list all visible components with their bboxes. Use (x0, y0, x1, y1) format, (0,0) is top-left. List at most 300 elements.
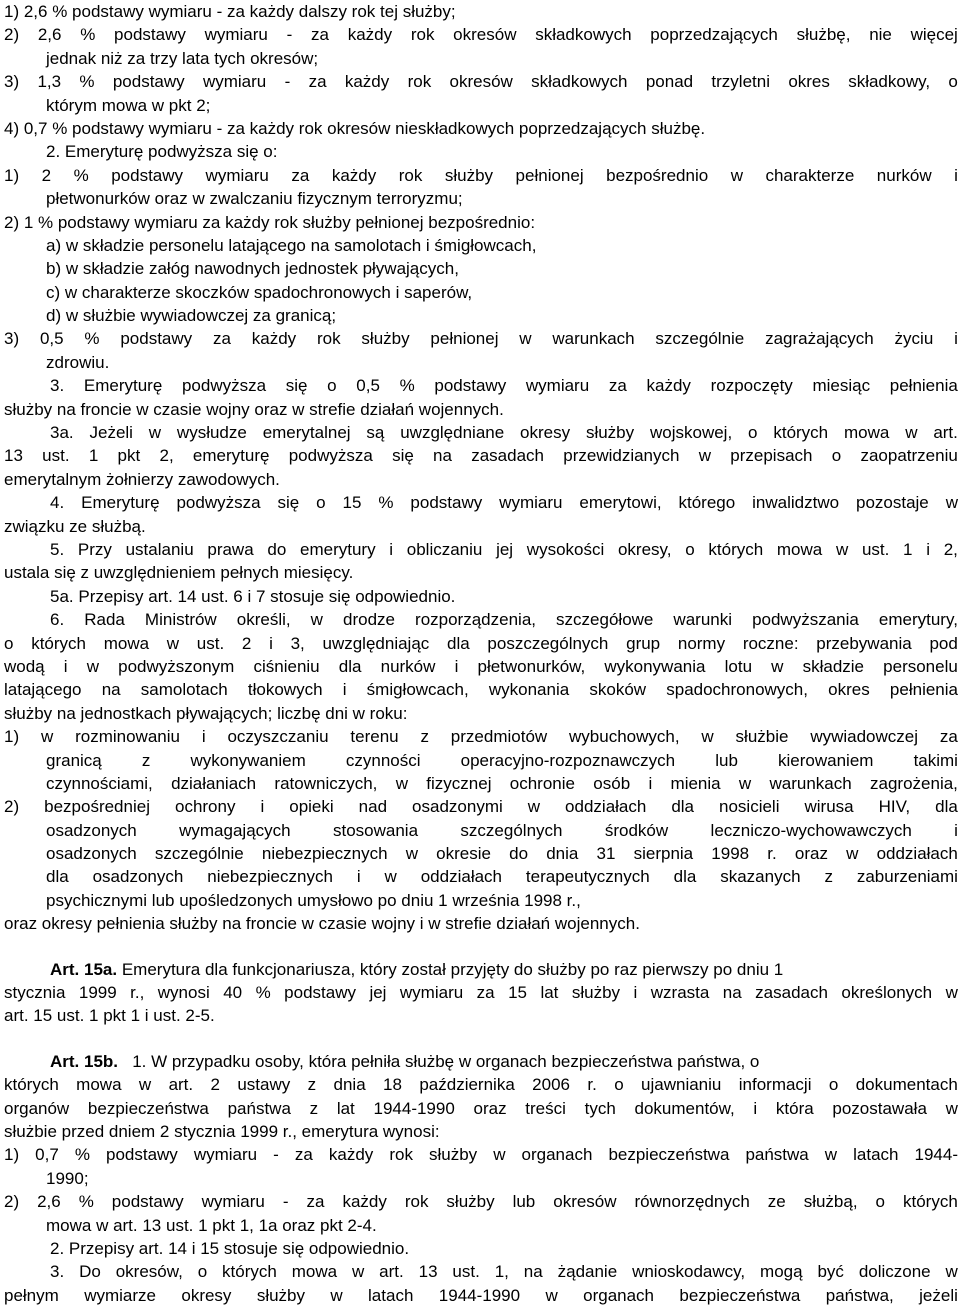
word: dokumentów, (634, 1098, 735, 1118)
word: dnia (546, 844, 579, 864)
word: służbie (735, 727, 789, 747)
text-segment: Emerytura dla funkcjonariusza, który został przyjęty do służby po raz pierwszy po dniu 1 (121, 959, 784, 979)
word: na (101, 680, 121, 700)
word: w (905, 423, 918, 443)
word: mowa (776, 539, 823, 559)
word: operacyjno-rozpoznawczych (460, 750, 676, 770)
word: trzyletni (711, 72, 770, 92)
word: rok (410, 25, 435, 45)
word: drodze (343, 610, 395, 630)
word: na (523, 1262, 543, 1282)
word: podstawy (410, 493, 483, 513)
word: osadzonych (46, 844, 137, 864)
word: osadzonymi (412, 797, 503, 817)
word: - (282, 1192, 289, 1212)
word: jej (369, 983, 387, 1003)
word: bezpieczeństwa (87, 1098, 209, 1118)
word: grup (626, 633, 661, 653)
word: w (730, 165, 743, 185)
word: 1944- (914, 1145, 958, 1165)
word: - (284, 72, 291, 92)
word: środków (604, 820, 669, 840)
word: terapeutycznych (525, 867, 650, 887)
word: Emeryturę (81, 493, 160, 513)
word: emerytowi, (579, 493, 662, 513)
word: wykonywaniem (190, 750, 306, 770)
word: w (86, 656, 99, 676)
word: pozostaje (855, 493, 929, 513)
word: w (824, 1145, 838, 1165)
word: się (277, 493, 300, 513)
word: każdy (328, 1145, 374, 1165)
word: w (846, 844, 859, 864)
word: w (351, 1262, 365, 1282)
text-line (4, 1190, 958, 1213)
text-line: służbie przed dniem 2 stycznia 1999 r., emerytura wynosi: (4, 1121, 440, 1141)
text-line (4, 632, 958, 655)
word: rok (407, 72, 432, 92)
word: warunkach (552, 329, 635, 349)
word: 3, (290, 633, 305, 653)
word: służby (444, 165, 494, 185)
word: zasadach (471, 446, 544, 466)
text-line: b) w składzie załóg nawodnych jednostek pływających, (46, 259, 459, 279)
word: rozminowaniu (75, 727, 180, 747)
text-line (4, 655, 958, 678)
word: inwalidztwo (752, 493, 840, 513)
word: i (753, 1098, 758, 1118)
word: r. (767, 844, 777, 864)
word: rozpoczęty (710, 376, 793, 396)
word: samolotach (140, 680, 228, 700)
word: do (267, 539, 287, 559)
word: szczególnie (655, 329, 745, 349)
word: niebezpiecznych (207, 867, 333, 887)
word: miesiąc (812, 376, 871, 396)
word: wywiadowczej (810, 727, 919, 747)
word: i (201, 727, 206, 747)
text-line (4, 70, 958, 93)
word: ochrony (174, 797, 236, 817)
word: podwyższa (288, 446, 373, 466)
word: jeżeli (919, 1285, 958, 1305)
word: składkowych (531, 72, 628, 92)
word: podwyższania (752, 610, 859, 630)
word: wymagających (179, 820, 291, 840)
word: w (166, 633, 180, 653)
word: wzrasta (650, 983, 710, 1003)
word: 5. (50, 539, 65, 559)
word: z (420, 727, 429, 747)
word: za (291, 165, 310, 185)
text-line (4, 749, 958, 772)
word: 2, (159, 446, 174, 466)
word: okresy (520, 423, 571, 443)
word: mienia (670, 773, 721, 793)
word: za (306, 1192, 325, 1212)
word: pkt (117, 446, 141, 466)
text-line: 1990; (46, 1168, 89, 1188)
word: każdy (331, 165, 377, 185)
text-line: psychicznymi lub upośledzonych umysłowo po dniu 1 września 1998 r., (46, 890, 581, 910)
word: do (509, 844, 529, 864)
word: żądanie (557, 1262, 618, 1282)
word: % (80, 25, 96, 45)
text-line: ustala się z uwzględnieniem pełnych miesięcy. (4, 563, 354, 583)
word: składkowy, (848, 72, 931, 92)
word: z (141, 750, 151, 770)
text-line (4, 725, 958, 748)
word: która (775, 1098, 814, 1118)
word: w (519, 329, 532, 349)
word: art. (168, 1075, 194, 1095)
word: nurków (876, 165, 932, 185)
word: w (701, 727, 714, 747)
word: 4. (50, 493, 65, 513)
word: 2) (4, 25, 20, 45)
word: oddziałach (565, 797, 647, 817)
word: 13 (418, 1262, 438, 1282)
word: personelu (883, 656, 958, 676)
word: i (269, 633, 273, 653)
word: wojskowej, (649, 423, 733, 443)
text-line (4, 421, 958, 444)
text-line (4, 1097, 958, 1120)
word: ujawnianiu (641, 1075, 722, 1095)
word: takimi (913, 750, 958, 770)
word: wykonywania (604, 656, 706, 676)
text-line: płetwonurków oraz w zwalczaniu fizycznym terroryzmu; (46, 189, 463, 209)
word: % (79, 72, 95, 92)
word: się (285, 376, 308, 396)
word: i (356, 867, 361, 887)
word: 2006 (532, 1075, 570, 1095)
word: mowa (843, 423, 890, 443)
word: rok (389, 1145, 413, 1165)
word: Przy (77, 539, 112, 559)
word: 1944-1990 (438, 1285, 521, 1305)
text-line (4, 1143, 958, 1166)
word: podstawy (434, 376, 507, 396)
word: ustalaniu (125, 539, 194, 559)
word: w (310, 610, 323, 630)
word: którego (678, 493, 736, 513)
word: śmigłowcach, (366, 680, 469, 700)
word: pełnienia (889, 680, 958, 700)
word: w (395, 773, 408, 793)
text-line (4, 608, 958, 631)
word: oraz (794, 844, 828, 864)
text-line (4, 981, 958, 1004)
word: 1) (4, 1145, 20, 1165)
word: rozporządzenia, (415, 610, 536, 630)
word: 13 (4, 446, 23, 466)
word: podwyższonym (118, 656, 235, 676)
word: uwzględniając (322, 633, 430, 653)
word: art. (933, 423, 958, 443)
word: roczne: (742, 633, 799, 653)
word: są (366, 423, 385, 443)
word: 1 (88, 446, 99, 466)
article-number: Art. 15b. (50, 1051, 119, 1071)
word: służby (585, 423, 635, 443)
word: za (608, 376, 627, 396)
word: 40 (223, 983, 243, 1003)
word: z (307, 1075, 317, 1095)
word: sierpnia (633, 844, 694, 864)
word: lat (540, 983, 559, 1003)
word: dnia (333, 1075, 366, 1095)
text-line (4, 164, 958, 187)
word: państwa (227, 1098, 291, 1118)
text-line: mowa w art. 13 ust. 1 pkt 1, 1a oraz pkt 2-4. (46, 1215, 377, 1235)
word: października (419, 1075, 515, 1095)
word: emerytury, (878, 610, 958, 630)
word: zaburzeniami (856, 867, 958, 887)
word: za (311, 25, 329, 45)
word: kierowaniem (778, 750, 874, 770)
word: wykonania (488, 680, 570, 700)
word: dla (673, 867, 697, 887)
word: warunkach (769, 773, 852, 793)
word: 2,6 (37, 1192, 61, 1212)
word: spadochronowych, (666, 680, 808, 700)
word: normy (677, 633, 726, 653)
word: ust. (452, 1262, 480, 1282)
word: składkowych (535, 25, 632, 45)
word: z (824, 867, 833, 887)
word: Do (79, 1262, 101, 1282)
word: % (399, 376, 415, 396)
word: 15 (342, 493, 362, 513)
word: 15 (508, 983, 527, 1003)
word: na (722, 983, 742, 1003)
text-segment: 1. W przypadku osoby, która pełniła służbę w organach bezpieczeństwa państwa, o (132, 1051, 760, 1071)
text-line: jednak niż za trzy lata tych okresów; (46, 48, 319, 68)
word: rok (316, 329, 341, 349)
text-line: 4) 0,7 % podstawy wymiaru - za każdy rok okresów nieskładkowych poprzedzających służbę. (4, 118, 706, 138)
text-line: służby na jednostkach pływających; liczbę dni w roku: (4, 703, 408, 723)
word: okres (828, 680, 870, 700)
word: przedmiotów (450, 727, 548, 747)
text-line (4, 678, 958, 701)
word: podstawy (114, 25, 186, 45)
word: terenu (350, 727, 399, 747)
word: i (954, 329, 958, 349)
word: o (831, 446, 842, 466)
word: lub (512, 1192, 536, 1212)
word: dla (671, 797, 695, 817)
word: podwyższa (181, 376, 267, 396)
word: bezpośrednio (606, 165, 709, 185)
word: niebezpiecznych (261, 844, 388, 864)
word: bezpieczeństwa (679, 1285, 801, 1305)
word: nie (869, 25, 892, 45)
word: w (945, 983, 958, 1003)
word: ust. (196, 633, 225, 653)
word: skoków (589, 680, 647, 700)
article-number: Art. 15a. (50, 959, 118, 979)
word: okresów (453, 25, 517, 45)
word: i (648, 773, 653, 793)
word: których (902, 1192, 958, 1212)
word: treści (525, 1098, 566, 1118)
text-line: 1) 2,6 % podstawy wymiaru - za każdy dalszy rok tej służby; (4, 2, 456, 21)
word: zaopatrzeniu (860, 446, 958, 466)
word: okresów (553, 1192, 617, 1212)
word: dla (935, 797, 958, 817)
word: emeryturę (192, 446, 270, 466)
word: pod (929, 633, 958, 653)
word: r., (130, 983, 145, 1003)
word: stycznia (4, 983, 66, 1003)
word: w (945, 1098, 958, 1118)
word: HIV, (878, 797, 911, 817)
word: w (835, 539, 849, 559)
word: oraz (473, 1098, 507, 1118)
word: o (875, 1192, 886, 1212)
word: i (954, 165, 958, 185)
word: 3) (4, 72, 20, 92)
word: lotu (724, 656, 753, 676)
word: % (255, 983, 271, 1003)
word: podstawy (111, 165, 184, 185)
word: o (614, 1075, 624, 1095)
word: 1944-1990 (373, 1098, 455, 1118)
word: Ministrów (144, 610, 217, 630)
word: 0,7 (35, 1145, 59, 1165)
word: na (433, 446, 452, 466)
word: za (308, 72, 327, 92)
word: i (389, 539, 394, 559)
word: organach (583, 1285, 655, 1305)
word: zagrażających (765, 329, 874, 349)
text-line: zdrowiu. (46, 352, 110, 372)
word: 6. (50, 610, 65, 630)
word: wymiaru (193, 1145, 258, 1165)
text-line: art. 15 ust. 1 pkt 1 i ust. 2-5. (4, 1006, 215, 1026)
text-line (4, 1260, 958, 1283)
word: w (527, 797, 541, 817)
word: o (828, 1075, 839, 1095)
word: obliczaniu (406, 539, 483, 559)
word: w (771, 656, 784, 676)
word: ust. (42, 446, 70, 466)
word: których (222, 1262, 277, 1282)
word: % (74, 1145, 90, 1165)
word: Rada (84, 610, 125, 630)
word: przepisach (730, 446, 813, 466)
word: zagrożenia, (870, 773, 958, 793)
word: okresy, (617, 539, 672, 559)
word: ust. (861, 539, 890, 559)
word: pozostawała (832, 1098, 927, 1118)
word: 1,3 (37, 72, 62, 92)
word: państwa, (825, 1285, 894, 1305)
word: pełnym (4, 1285, 59, 1305)
word: okresy (181, 1285, 232, 1305)
text-line: związku ze służbą. (4, 516, 146, 536)
word: służbę, (796, 25, 851, 45)
word: dla (447, 633, 470, 653)
word: 3. (50, 376, 65, 396)
word: służby (256, 1285, 305, 1305)
word: 1) (4, 165, 20, 185)
word: o (316, 493, 326, 513)
word: 31 (596, 844, 616, 864)
word: wymiaru (202, 72, 267, 92)
word: 2 (41, 165, 52, 185)
text-line (4, 374, 958, 397)
word: 2 (210, 1075, 220, 1095)
word: 18 (383, 1075, 402, 1095)
article-heading-line (4, 958, 958, 981)
word: z (309, 1098, 319, 1118)
word: każdy (344, 72, 390, 92)
text-line: 2. Emeryturę podwyższa się o: (46, 142, 278, 162)
word: 0,5 (39, 329, 64, 349)
word: r. (587, 1075, 597, 1095)
word: Jeżeli (89, 423, 133, 443)
text-line (4, 819, 958, 842)
word: latach (368, 1285, 414, 1305)
word: % (78, 1192, 94, 1212)
word: których (773, 423, 829, 443)
word: czynnościami, (46, 773, 153, 793)
word: działaniach (171, 773, 257, 793)
document-page (4, 0, 958, 1307)
word: 3) (4, 329, 20, 349)
word: składzie (802, 656, 865, 676)
word: życiu (894, 329, 934, 349)
word: i (633, 983, 638, 1003)
word: o (748, 423, 758, 443)
text-line (4, 491, 958, 514)
word: których (4, 1075, 59, 1095)
word: w (698, 446, 712, 466)
word: - (273, 1145, 279, 1165)
word: nurków (380, 656, 436, 676)
word: wymiaru (204, 25, 268, 45)
word: wysłudze (176, 423, 247, 443)
word: uwzględniane (400, 423, 505, 443)
word: oddziałach (876, 844, 958, 864)
text-line: oraz okresy pełnienia służby na froncie w czasie wojny i w strefie działań wojennych. (4, 914, 640, 934)
word: podstawy (284, 983, 356, 1003)
text-line (4, 842, 958, 865)
word: ze (767, 1192, 786, 1212)
word: 2) (4, 797, 20, 817)
word: mowa (103, 633, 150, 653)
text-line (4, 795, 958, 818)
word: latającego (4, 680, 82, 700)
word: 1 (903, 539, 913, 559)
word: mowa (76, 1075, 122, 1095)
word: bezpieczeństwa (608, 1145, 730, 1165)
word: art. (379, 1262, 404, 1282)
word: wodą (4, 656, 45, 676)
word: podstawy (111, 1192, 184, 1212)
word: Emeryturę (83, 376, 163, 396)
word: w (405, 844, 419, 864)
word: i (954, 820, 958, 840)
word: określi, (236, 610, 291, 630)
word: opieki (289, 797, 334, 817)
word: więcej (910, 25, 958, 45)
word: warunki (673, 610, 733, 630)
word: wynosi (157, 983, 210, 1003)
word: osadzonych (46, 820, 137, 840)
